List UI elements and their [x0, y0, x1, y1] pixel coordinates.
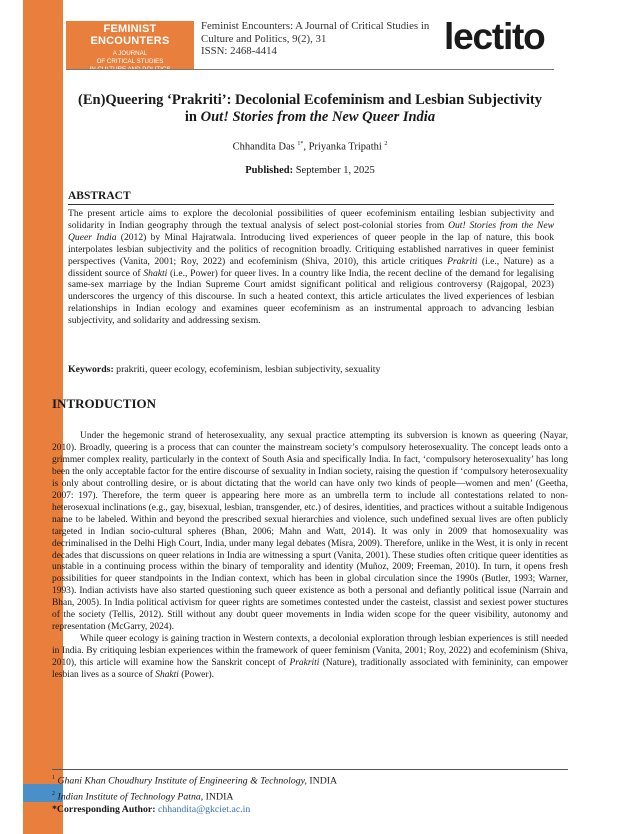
- header-divider: [66, 69, 554, 70]
- author-1-affiliation: 1*: [297, 141, 304, 147]
- footnote-1-institution: Ghani Khan Choudhury Institute of Engineering & Technology,: [57, 775, 307, 787]
- footnote-2: [52, 788, 568, 804]
- keywords: [68, 364, 554, 375]
- journal-badge-subtitle: [66, 50, 194, 74]
- intro-p2-text-3: (Power).: [178, 670, 214, 681]
- journal-badge-line2: OF CRITICAL STUDIES: [96, 58, 164, 65]
- published-label: Published:: [245, 165, 294, 176]
- abstract-text-4: (i.e., Power) for queer lives. In a country like India, the recent decline of the demand for legalising same-sex marriage by the Indian Supreme Court amidst significant political and religious controversy (Rajgopal, 2023) underscores the urgency of this discourse. In such a heated context, this article articulates the lived experiences of lesbian relationships in Indian ecology and examines queer ecofeminism as an instrumental approach to advancing lesbian subjectivity, and solidarity and addressing sexism.: [68, 267, 554, 327]
- publication-date: [66, 165, 554, 176]
- abstract-term-shakti: Shakti: [143, 267, 168, 279]
- journal-issn: ISSN: 2468-4414: [201, 45, 277, 57]
- corresponding-author: [52, 804, 568, 817]
- intro-p2-text-1: While queer ecology is gaining traction in Western contexts, a decolonial exploration through lesbian experiences is still needed in India. By critiquing lesbian experiences within the framework of queer feminism (Vanita, 2001; Roy, 2022) and ecofeminism (Shiva, 2010), this article will examine how the Sanskrit concept of: [52, 634, 568, 669]
- abstract-heading: ABSTRACT: [68, 190, 131, 202]
- paper-title: [66, 92, 554, 126]
- intro-p2-text-2: (Nature), traditionally associated with femininity, can empower lesbian lives as a source of: [52, 658, 568, 681]
- footnote-2-marker: 2: [52, 790, 55, 797]
- author-list: [66, 141, 554, 153]
- footnote-1-country: INDIA: [306, 775, 338, 787]
- intro-paragraph-2: [52, 634, 568, 682]
- publisher-logo[interactable]: lectito: [444, 16, 545, 57]
- footnote-1-marker: 1: [52, 775, 55, 781]
- footnote-2-institution: Indian Institute of Technology Patna,: [57, 791, 204, 803]
- published-date: September 1, 2025: [295, 165, 375, 176]
- journal-badge-line1: A JOURNAL: [112, 50, 148, 57]
- corresponding-author-email-link[interactable]: chhandita@gkciet.ac.in: [157, 803, 251, 815]
- introduction-body: [52, 431, 568, 682]
- abstract-text-2: (2012) by Minal Hajratwala. Introducing lived experiences of queer people in the lap of nature, this book interpolates lesbian subjectivity and the politics of recognition broadly. Critiquing established narratives in queer feminist perspectives (Vanita, 2001; Roy, 2022) and ecofeminism (Shiva, 2010), this article critiques: [68, 231, 554, 267]
- paper-title-prefix: in: [184, 109, 201, 125]
- journal-badge-title: FEMINIST ENCOUNTERS: [90, 23, 170, 47]
- footnotes: [52, 772, 568, 816]
- author-2-affiliation: 2: [384, 141, 388, 147]
- abstract-text-1: The present article aims to explore the decolonial possibilities of queer ecofeminism entailing lesbian subjectivity and solidarity in Indian geography through the textual analysis of select post-colonial stories from: [68, 208, 554, 231]
- sidebar-orange-bar: [23, 0, 63, 834]
- abstract-text-3: (i.e., Nature) as a dissident source of: [68, 255, 554, 279]
- paper-title-book: Out! Stories from the New Queer India: [200, 109, 436, 125]
- paper-title-line2: [66, 109, 554, 126]
- abstract-body: [68, 208, 554, 327]
- abstract-book-title: Out! Stories from the New Queer India: [68, 219, 554, 243]
- journal-badge-line3: [66, 66, 194, 74]
- author-2-name: Priyanka Tripathi: [308, 141, 382, 153]
- journal-badge: [66, 21, 194, 69]
- abstract-divider: [68, 204, 554, 205]
- abstract-term-prakriti: Prakriti: [447, 255, 478, 267]
- paper-title-line1: (En)Queering ‘Prakriti’: Decolonial Ecofeminism and Lesbian Subjectivity: [78, 92, 542, 108]
- introduction-heading: INTRODUCTION: [52, 396, 157, 411]
- keywords-list: prakriti, queer ecology, ecofeminism, lesbian subjectivity, sexuality: [113, 364, 381, 375]
- footnote-divider: [52, 769, 568, 770]
- footnote-1: [52, 772, 568, 788]
- intro-p2-term-shakti: Shakti: [155, 670, 179, 681]
- footnote-2-country: INDIA: [203, 791, 234, 803]
- journal-citation: [201, 20, 451, 58]
- corresponding-author-label: *Corresponding Author:: [52, 803, 156, 815]
- keywords-label: Keywords:: [68, 364, 114, 375]
- journal-name-line1: Feminist Encounters: A Journal of Critical Studies in: [201, 20, 430, 32]
- intro-paragraph-1: Under the hegemonic strand of heterosexuality, any sexual practice attempting its subversion is known as queering (Nayar, 2010). Broadly, queering is a process that can counter the mainstream society’s compulsory heterosexuality. The concept leads onto a grimmer complex reality, particularly in the context of South Asia and specifically India. In fact, ‘compulsory heterosexuality’ has long been the only acceptable factor for the entire discourse of sexuality in Indian society, raising the question if ‘compulsory heterosexuality is only about controlling desire, or is about dictating that the world can have only two kinds of people—women and men’ (Geetha, 2007: 197). Therefore, the term queer is appearing here more as an umbrella term to include all contestations related to non-heterosexual inclinations (e.g., gay, bisexual, lesbian, transgender, etc.) of desires, identities, and practices without a suitable Indigenous name to be labeled. Within and beyond the prescribed sexual hierarchies and violence, such undefined sexual lives are often publicly targeted in Indian socio-cultural spheres (Bhan, 2006; Mahn and Watt, 2014). It was only in 2009 that homosexuality was decriminalised in the Delhi High Court, India, under many legal debates (Misra, 2009). Therefore, unlike in the West, it is only in recent decades that discussions on queer relations in India are witnessing a spurt (Vanita, 2001). These studies often critique queer identities as unstable in a continuing process within the binary of temporality and identity (Muñoz, 2009; Freeman, 2010). In turn, it opens fresh possibilities for queer standpoints in the Indian context, which has been in global circulation since the 1990s (Butler, 1993; Warner, 1993). Indian activists have also started questioning such queer existence as both a personal and defiantly political issue (Narrain and Bhan, 2005). In India political activism for queer rights are sometimes contested under the casteist, classist and sexiest power stuctures of the society (Tellis, 2012). Still without any doubt queer movements in India widen scope for the queer visibility, autonomy and representation (McGarry, 2024).: [52, 431, 568, 633]
- author-separator: ,: [303, 141, 309, 153]
- author-1-name: Chhandita Das: [232, 141, 295, 153]
- intro-p2-term-prakriti: Prakriti: [289, 658, 320, 669]
- journal-name-line2: Culture and Politics, 9(2), 31: [201, 32, 327, 45]
